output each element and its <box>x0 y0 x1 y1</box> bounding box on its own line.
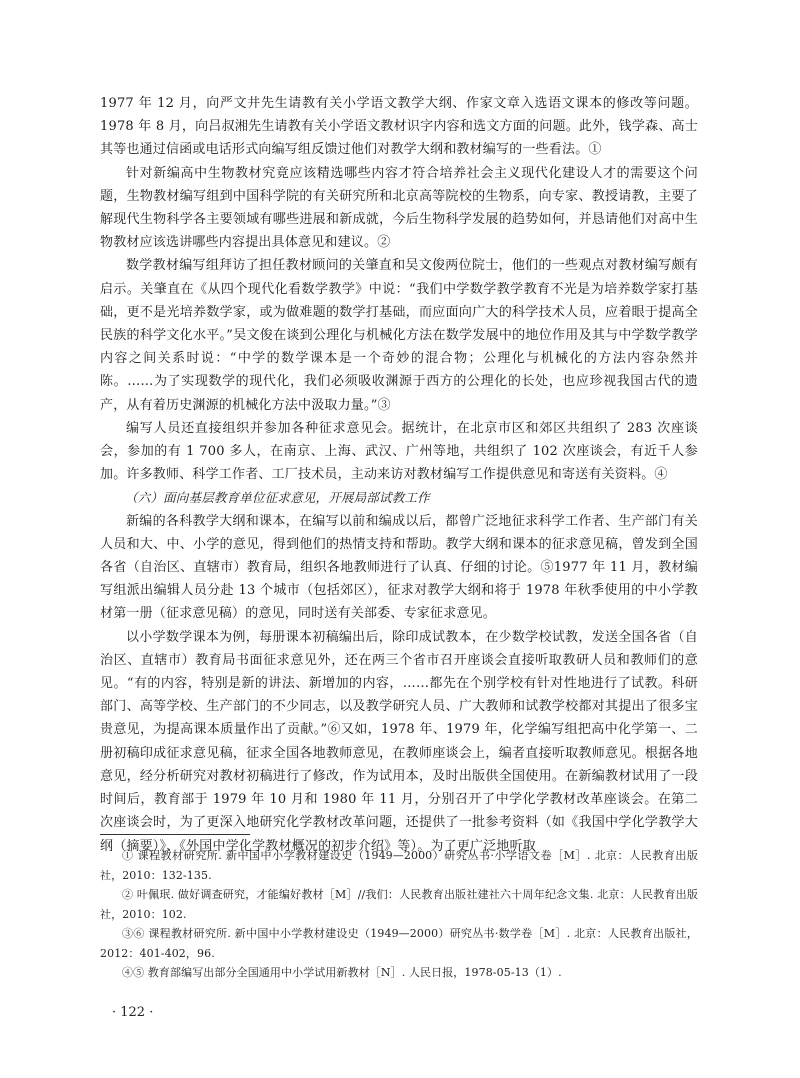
footnotes <box>100 846 698 983</box>
page-number: · 122 · <box>112 1005 154 1020</box>
paragraph-3: 数学教材编写组拜访了担任教材顾问的关肇直和吴文俊两位院士，他们的一些观点对教材编写颇有启示。关肇直在《从四个现代化看数学教学》中说：“我们中学数学教学教育不光是为培养数学家打基础，更不是光培养数学家，或为做难题的数学打基础，而应面向广大的科学技术人员，应着眼于提高全民族的科学文化水平。”吴文俊在谈到公理化与机械化方法在数学发展中的地位作用及其与中学数学教学内容之间关系时说：“中学的数学课本是一个奇妙的混合物；公理化与机械化的方法内容杂然并陈。……为了实现数学的现代化，我们必须吸收渊源于西方的公理化的长处，也应珍视我国古代的遗产，从有着历史渊源的机械化方法中汲取力量。”③ <box>100 258 698 413</box>
footnote-4: ④⑤ 教育部编写出部分全国通用中小学试用新教材［N］. 人民日报，1978-05-13（1）. <box>122 966 562 979</box>
section-heading: （六）面向基层教育单位征求意见，开展局部试教工作 <box>125 490 430 506</box>
paragraph-4: 编写人员还直接组织并参加各种征求意见会。据统计，在北京市区和郊区共组织了 283 次座谈会，参加的有 1 700 多人，在南京、上海、武汉、广州等地，共组织了 102 次座谈会，有近千人参加。许多教师、科学工作者、工厂技术员，主动来访对教材编写工作提供意见和寄送有关资料。④ <box>100 420 698 483</box>
footnote-1: ① 课程教材研究所. 新中国中小学教材建设史（1949—2000）研究丛书·小学语文卷［M］. 北京：人民教育出版社，2010：132-135. <box>100 849 698 882</box>
footnote-3: ③⑥ 课程教材研究所. 新中国中小学教材建设史（1949—2000）研究丛书·数学卷［M］. 北京：人民教育出版社，2012：401-402，96. <box>100 927 698 960</box>
paragraph-5: 新编的各科教学大纲和课本，在编写以前和编成以后，都曾广泛地征求科学工作者、生产部门有关人员和大、中、小学的意见，得到他们的热情支持和帮助。教学大纲和课本的征求意见稿，曾发到全国各省（自治区、直辖市）教育局，组织各地教师进行了认真、仔细的讨论。⑤1977 年 11 月，教材编写组派出编辑人员分赴 13 个城市（包括郊区），征求对教学大纲和将于 1978 年秋季使用的中小学教材第一册（征求意见稿）的意见，同时送有关部委、专家征求意见。 <box>100 513 698 622</box>
main-text <box>100 92 698 858</box>
paragraph-2: 针对新编高中生物教材究竟应该精选哪些内容才符合培养社会主义现代化建设人才的需要这个问题，生物教材编写组到中国科学院的有关研究所和北京高等院校的生物系，向专家、教授请教，主要了解现代生物科学各主要领域有哪些进展和新成就，今后生物科学发展的趋势如何，并恳请他们对高中生物教材应该选讲哪些内容提出具体意见和建议。② <box>100 165 698 251</box>
paragraph-1: 1977 年 12 月，向严文井先生请教有关小学语文教学大纲、作家文章入选语文课本的修改等问题。1978 年 8 月，向吕叔湘先生请教有关小学语文教材识字内容和选文方面的问题。此外，钱学森、高士其等也通过信函或电话形式向编写组反馈过他们对教学大纲和教材编写的一些看法。① <box>100 96 698 158</box>
footnote-2: ② 叶佩珉. 做好调查研究，才能编好教材［M］//我们：人民教育出版社建社六十周年纪念文集. 北京：人民教育出版社，2010：102. <box>100 888 698 921</box>
paragraph-6: 以小学数学课本为例，每册课本初稿编出后，除印成试教本，在少数学校试教，发送全国各省（自治区、直辖市）教育局书面征求意见外，还在两三个省市召开座谈会直接听取教研人员和教师们的意见。“有的内容，特别是新的讲法、新增加的内容，……都先在个别学校有针对性地进行了试教。科研部门、高等学校、生产部门的不少同志，以及教学研究人员、广大教师和试教学校都对其提出了很多宝贵意见，为提高课本质量作出了贡献。”⑥又如，1978 年、1979 年，化学编写组把高中化学第一、二册初稿印成征求意见稿，征求全国各地教师意见，在教师座谈会上，编者直接听取教师意见。根据各地意见，经分析研究对教材初稿进行了修改，作为试用本，及时出版供全国使用。在新编教材试用了一段时间后，教育部于 1979 年 10 月和 1980 年 11 月，分别召开了中学化学教材改革座谈会。在第二次座谈会时，为了更深入地研究化学教材改革问题，还提供了一批参考资料（如《我国中学化学教学大纲（摘要）》、《外国中学化学教材概况的初步介绍》等）。为了更广泛地听取 <box>100 629 698 854</box>
footnote-divider <box>100 834 250 835</box>
